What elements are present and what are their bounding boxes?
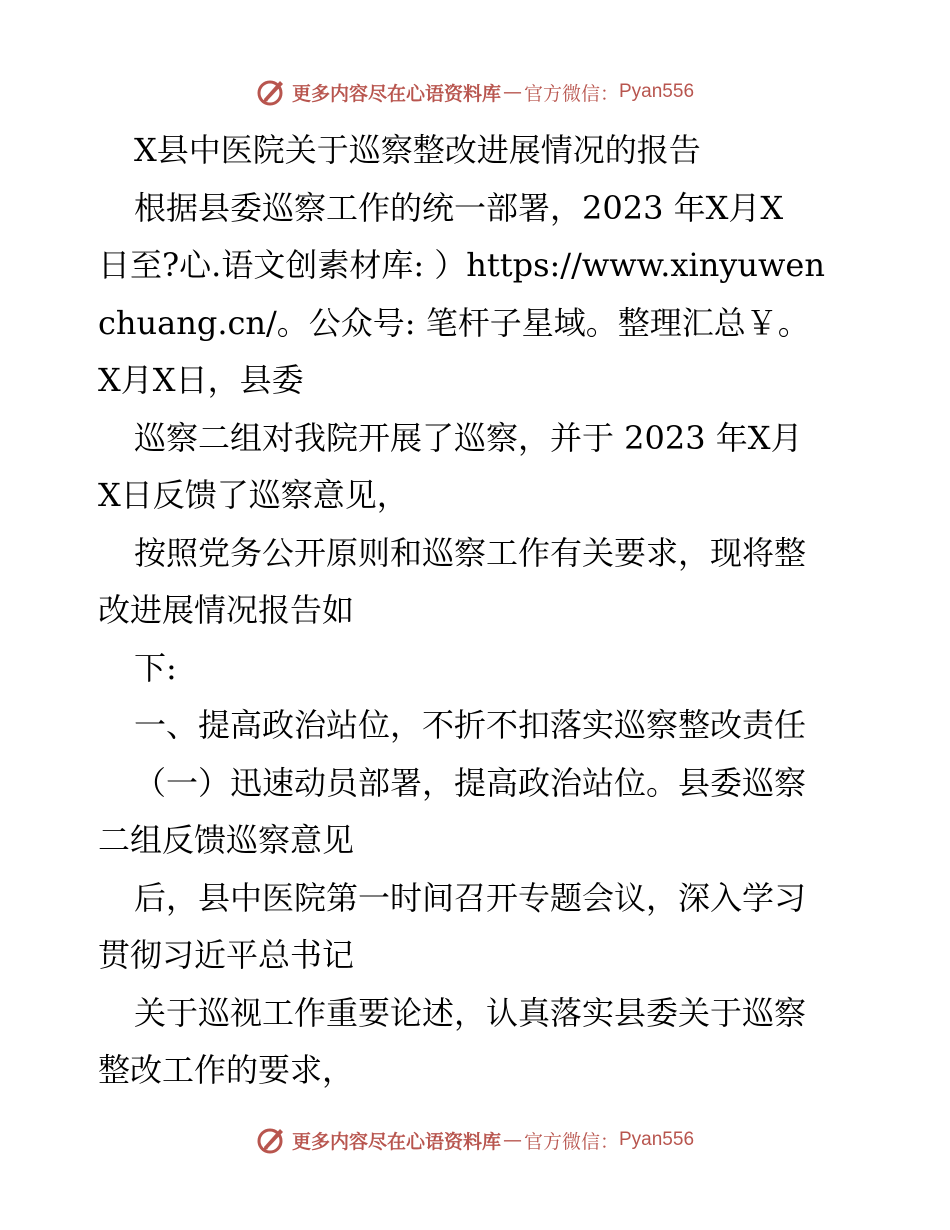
paragraph-line: 按照党务公开原则和巡察工作有关要求，现将整 bbox=[134, 533, 807, 572]
paragraph-line: 日至?心.语文创素材库: ）https://www.xinyuwen bbox=[98, 246, 825, 284]
paragraph-line: 二组反馈巡察意见 bbox=[98, 821, 355, 859]
subsection-heading: （一）迅速动员部署，提高政治站位。县委巡察 bbox=[134, 763, 807, 802]
banner-text: 更多内容尽在心语资料库 bbox=[291, 82, 501, 105]
header-banner bbox=[0, 72, 950, 112]
document-title: X县中医院关于巡察整改进展情况的报告 bbox=[134, 131, 701, 169]
paragraph-line: 贯彻习近平总书记 bbox=[98, 936, 355, 974]
banner-separator: — bbox=[502, 1129, 522, 1151]
paragraph-line: chuang.cn/。公众号: 笔杆子星域。整理汇总￥。 bbox=[98, 303, 810, 342]
paragraph-line: 后，县中医院第一时间召开专题会议，深入学习 bbox=[134, 878, 807, 917]
paragraph-line: 巡察二组对我院开展了巡察，并于 2023 年X月 bbox=[134, 418, 803, 457]
paragraph-line: 根据县委巡察工作的统一部署，2023 年X月X bbox=[134, 188, 784, 227]
banner-text: 更多内容尽在心语资料库 bbox=[291, 1130, 501, 1153]
banner-separator: — bbox=[502, 81, 522, 103]
banner-wechat-label: 官方微信： bbox=[523, 82, 619, 105]
section-heading: 一、提高政治站位，不折不扣落实巡察整改责任 bbox=[134, 706, 807, 744]
paragraph-line: 下: bbox=[134, 648, 177, 687]
paragraph-line: X月X日，县委 bbox=[98, 361, 304, 399]
banner-wechat-label: 官方微信： bbox=[523, 1130, 619, 1153]
quill-logo-icon bbox=[256, 1125, 286, 1155]
footer-banner bbox=[0, 1120, 950, 1160]
paragraph-line: 改进展情况报告如 bbox=[98, 591, 355, 629]
paragraph-line: 整改工作的要求， bbox=[98, 1051, 355, 1089]
quill-logo-icon bbox=[256, 77, 286, 107]
banner-wechat-id: Pyan556 bbox=[619, 1129, 695, 1150]
document-body bbox=[98, 122, 858, 1100]
paragraph-line: X日反馈了巡察意见， bbox=[98, 476, 409, 514]
banner-wechat-id: Pyan556 bbox=[619, 81, 695, 102]
paragraph-line: 关于巡视工作重要论述，认真落实县委关于巡察 bbox=[134, 993, 807, 1032]
